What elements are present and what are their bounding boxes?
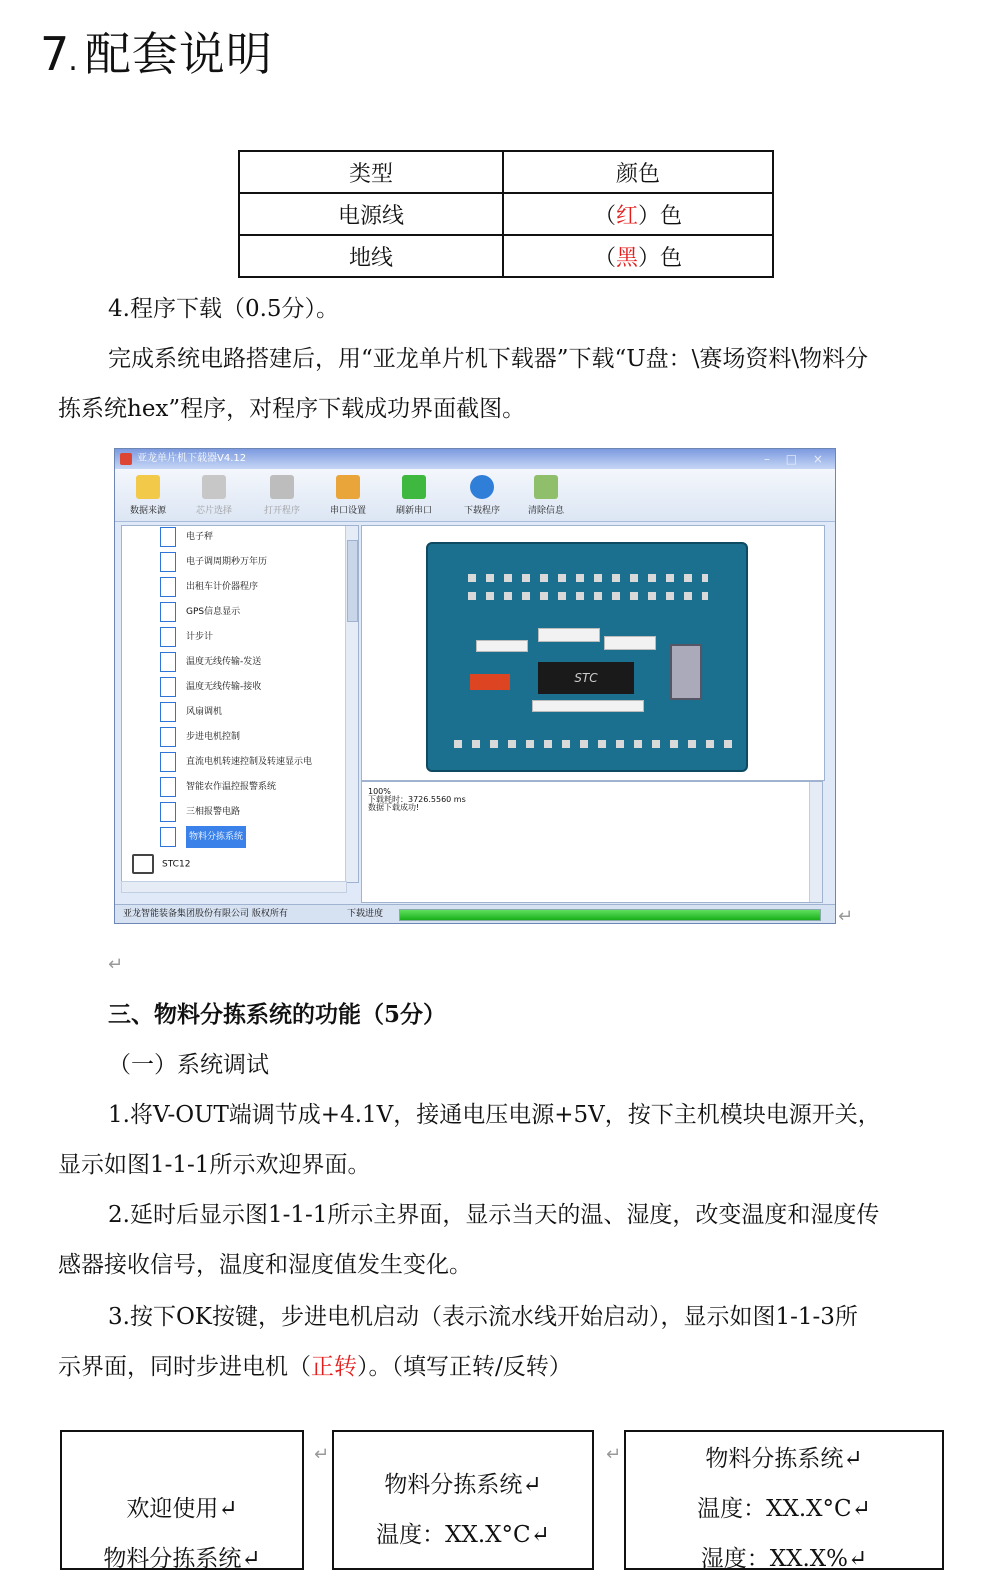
document-icon [160, 577, 176, 597]
para3-text: ）。（填写正转/反转） [357, 1354, 572, 1380]
chip-select-button[interactable] [187, 473, 241, 516]
folder-icon [136, 475, 160, 499]
led-row [468, 592, 708, 600]
table-cell-type: 地线 [239, 235, 503, 277]
progress-fill [400, 910, 820, 920]
para3-text: 示界面，同时步进电机（ [58, 1354, 311, 1380]
tree-item-label: 风扇调机 [186, 707, 223, 717]
lcd-line: 湿度：XX.X%↵ [700, 1546, 868, 1570]
log-scrollbar[interactable] [809, 782, 822, 902]
color-suffix: ）色 [638, 203, 683, 229]
pin-header [538, 628, 600, 642]
tree-scrollbar[interactable] [345, 526, 358, 882]
status-bar [115, 904, 835, 923]
para2-line2: 感器接收信号，温度和湿度值发生变化。 [58, 1252, 472, 1278]
tree-root[interactable] [132, 854, 190, 874]
serial-port-icon [336, 475, 360, 499]
chip-icon [132, 854, 154, 874]
toolbar-label: 打开程序 [263, 506, 300, 516]
log-line: 数据下载成功! [368, 803, 420, 812]
heading-text: 配套说明 [84, 27, 273, 81]
tree-item-label: 智能农作温控报警系统 [186, 782, 277, 792]
tree-item-label: 三相报警电路 [186, 807, 241, 817]
lcd-line: 物料分拣系统↵ [384, 1472, 542, 1498]
table-cell-type: 电源线 [239, 193, 503, 235]
program-tree [121, 525, 359, 883]
tree-item-label: 步进电机控制 [186, 732, 241, 742]
data-source-button[interactable] [121, 473, 175, 516]
section4-line1: 完成系统电路搭建后，用“亚龙单片机下载器”下载“U盘：\赛场资料\物料分 [108, 346, 869, 372]
document-icon [160, 552, 176, 572]
document-icon [160, 602, 176, 622]
document-icon [160, 677, 176, 697]
lcd-line: 温度：XX.X°C↵ [376, 1522, 550, 1548]
lcd-line: 物料分拣系统↵ [705, 1446, 863, 1472]
section3-subtitle: （一）系统调试 [108, 1052, 269, 1078]
bracket-open: （ [593, 245, 616, 271]
bracket-open: （ [593, 203, 616, 229]
color-suffix: ）色 [638, 245, 683, 271]
toolbar-label: 数据来源 [129, 506, 166, 516]
tree-item-label: 电子调周期秒万年历 [186, 557, 268, 567]
mcu-chip: STC [538, 662, 634, 694]
para3-line2 [58, 1342, 572, 1392]
log-line: 下载耗时：3726.5560 ms [368, 795, 466, 804]
download-icon [470, 475, 494, 499]
table-row [239, 235, 773, 277]
tree-item-label: 直流电机转速控制及转速显示电 [186, 757, 313, 767]
open-file-icon [270, 475, 294, 499]
section3-title: 三、物料分拣系统的功能（5分） [108, 1001, 447, 1028]
toolbar-label: 刷新串口 [395, 506, 432, 516]
progress-label: 下载进度 [347, 909, 384, 919]
answer-text: 红 [615, 203, 638, 229]
pin-header [532, 700, 644, 712]
app-icon [120, 453, 132, 465]
tree-item-label: 电子秤 [186, 532, 214, 542]
document-icon [160, 652, 176, 672]
refresh-port-button[interactable] [387, 473, 441, 516]
download-program-button[interactable] [455, 473, 509, 516]
dip-switch [470, 674, 510, 690]
section4-line2: 拣系统hex”程序，对程序下载成功界面截图。 [58, 396, 526, 422]
lcd-main-screen [332, 1430, 594, 1570]
para1-line1: 1.将V-OUT端调节成+4.1V，接通电压电源+5V，按下主机模块电源开关， [108, 1102, 881, 1128]
led-row [468, 574, 708, 582]
document-icon [160, 527, 176, 547]
board-image-pane [361, 525, 825, 781]
tree-item-label: 出租车计价器程序 [186, 582, 259, 592]
pin-header [604, 636, 656, 650]
table-cell-color [503, 235, 773, 277]
return-mark: ↵ [838, 906, 854, 927]
tree-item-label: GPS信息显示 [186, 607, 241, 617]
heading-dot: . [68, 43, 79, 78]
open-program-button[interactable] [255, 473, 309, 516]
window-controls[interactable]: – □ × [763, 452, 829, 466]
log-output [361, 781, 823, 903]
document-icon [160, 727, 176, 747]
table-header-cell: 类型 [239, 151, 503, 193]
document-icon [160, 777, 176, 797]
document-icon [160, 752, 176, 772]
tree-horizontal-scrollbar[interactable] [121, 881, 347, 893]
table-header-row [239, 151, 773, 193]
terminal-row [454, 740, 734, 748]
toolbar-label: 清除信息 [527, 506, 564, 516]
tree-item-label: 计步计 [186, 632, 214, 642]
return-mark: ↵ [314, 1444, 330, 1465]
refresh-icon [402, 475, 426, 499]
chip-icon [202, 475, 226, 499]
toolbar-label: 下载程序 [463, 506, 500, 516]
board-photo [426, 542, 748, 772]
para2-line1: 2.延时后显示图1-1-1所示主界面，显示当天的温、湿度，改变温度和湿度传 [108, 1202, 880, 1228]
document-icon [160, 802, 176, 822]
lcd-line: 物料分拣系统↵ [103, 1546, 261, 1570]
pin-header [476, 640, 528, 652]
tree-item-label: 物料分拣系统 [186, 826, 246, 848]
heading-number: 7 [40, 27, 71, 81]
serial-connector [670, 644, 702, 700]
table-header-cell: 颜色 [503, 151, 773, 193]
para3-line1: 3.按下OK按键，步进电机启动（表示流水线开始启动），显示如图1-1-3所 [108, 1304, 858, 1330]
lcd-welcome-screen [60, 1430, 304, 1570]
wire-color-table [238, 150, 774, 278]
lcd-line: 欢迎使用↵ [126, 1496, 238, 1522]
clear-info-button[interactable] [519, 473, 573, 516]
answer-text: 黑 [615, 245, 638, 271]
toolbar-label: 串口设置 [329, 506, 366, 516]
download-progress-bar [399, 909, 821, 921]
log-line: 100% [368, 787, 391, 796]
downloader-window [114, 448, 836, 924]
lcd-line: 温度：XX.X°C↵ [697, 1496, 871, 1522]
answer-text: 正转 [311, 1354, 357, 1380]
serial-settings-button[interactable] [321, 473, 375, 516]
para1-line2: 显示如图1-1-1所示欢迎界面。 [58, 1152, 371, 1178]
return-mark: ↵ [108, 954, 124, 975]
table-row [239, 193, 773, 235]
document-icon [160, 702, 176, 722]
section4-title: 4.程序下载（0.5分）。 [108, 296, 340, 322]
toolbar [115, 469, 835, 522]
return-mark: ↵ [606, 1444, 622, 1465]
tree-root-label: STC12 [162, 859, 191, 870]
document-icon [160, 827, 176, 847]
table-cell-color [503, 193, 773, 235]
scrollbar-thumb[interactable] [347, 540, 358, 622]
lcd-running-screen [624, 1430, 944, 1570]
clear-icon [534, 475, 558, 499]
tree-item-label: 温度无线传输-发送 [186, 657, 262, 667]
copyright-text: 亚龙智能装备集团股份有限公司 版权所有 [123, 909, 288, 919]
window-title: 亚龙单片机下载器V4.12 [137, 453, 247, 464]
toolbar-label: 芯片选择 [195, 506, 232, 516]
section-heading [40, 18, 273, 84]
window-titlebar [115, 449, 835, 469]
document-icon [160, 627, 176, 647]
tree-item-label: 温度无线传输-接收 [186, 682, 262, 692]
